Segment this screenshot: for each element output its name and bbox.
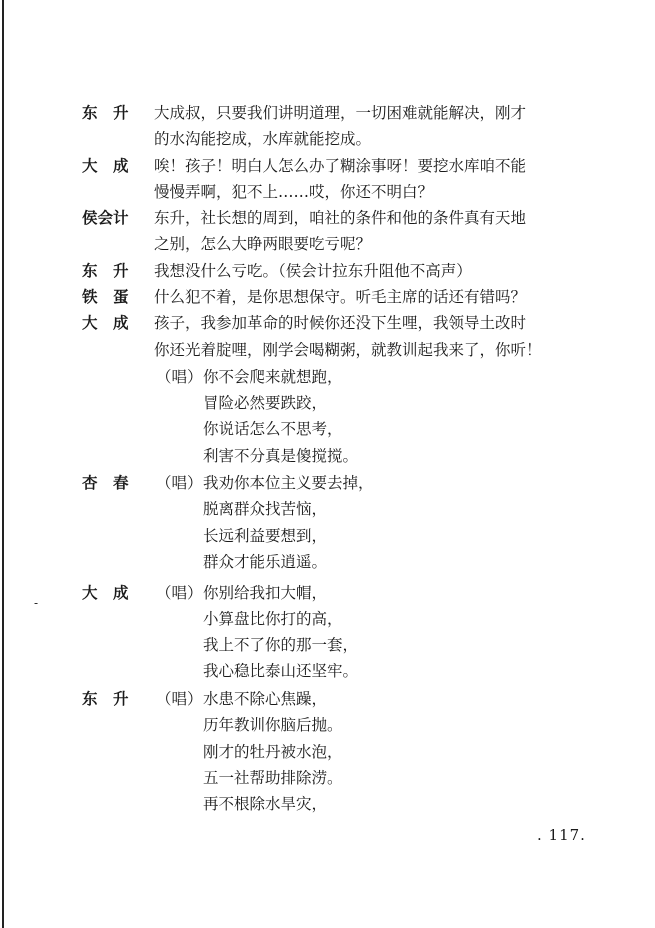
- speaker-label: 东 升: [82, 261, 129, 280]
- margin-dash: -: [34, 596, 39, 610]
- lyric-line: 历年教训你脑后抛。: [203, 716, 343, 734]
- lyric-line: 五一社帮助排除涝。: [203, 769, 343, 787]
- dialogue-line: 唉！孩子！明白人怎么办了糊涂事呀！要挖水库咱不能: [154, 157, 527, 175]
- speaker-label: 东 升: [82, 103, 129, 122]
- dialogue-line: 之别，怎么大睁两眼要吃亏呢？: [154, 235, 372, 253]
- lyric-line: 小算盘比你打的高，: [203, 610, 343, 628]
- lyric-line: 你不会爬来就想跑，: [203, 368, 343, 386]
- lyric-line: 你说话怎么不思考，: [203, 420, 343, 438]
- speaker-label: 大 成: [82, 313, 129, 332]
- lyric-line: 水患不除心焦躁，: [203, 690, 328, 708]
- page-number: . 117.: [537, 826, 586, 844]
- lyric-line: 冒险必然要跌跤，: [203, 394, 328, 412]
- dialogue-line: 你还光着腚哩，刚学会喝糊粥，就教训起我来了，你听！: [154, 341, 542, 359]
- dialogue-line: 的水沟能挖成，水库就能挖成。: [154, 130, 372, 148]
- sing-tag: （唱）: [156, 474, 203, 492]
- lyric-line: 刚才的牡丹被水泡，: [203, 743, 343, 761]
- speaker-label: 大 成: [82, 583, 129, 602]
- dialogue-line: 什么犯不着，是你思想保守。听毛主席的话还有错吗？: [154, 288, 527, 306]
- dialogue-line: 慢慢弄啊，犯不上……哎，你还不明白？: [154, 183, 434, 201]
- dialogue-line: 孩子，我参加革命的时候你还没下生哩，我领导土改时: [154, 314, 527, 332]
- lyric-line: 脱离群众找苦恼，: [203, 500, 328, 518]
- lyric-line: 利害不分真是傻搅搅。: [203, 447, 359, 465]
- speaker-label: 铁 蛋: [82, 287, 129, 306]
- lyric-line: 再不根除水旱灾，: [203, 795, 328, 813]
- speaker-label: 东 升: [82, 689, 129, 708]
- sing-tag: （唱）: [156, 690, 203, 708]
- lyric-line: 长远利益要想到，: [203, 527, 328, 545]
- speaker-label: 杏 春: [82, 473, 129, 492]
- lyric-line: 我劝你本位主义要去掉，: [203, 474, 374, 492]
- lyric-line: 我上不了你的那一套，: [203, 636, 359, 654]
- dialogue-line: 东升，社长想的周到，咱社的条件和他的条件真有天地: [154, 209, 527, 227]
- lyric-line: 群众才能乐逍遥。: [203, 553, 328, 571]
- speaker-label: 大 成: [82, 156, 129, 175]
- page-edge-rule: [2, 0, 4, 928]
- speaker-label: 侯会计: [82, 208, 129, 227]
- dialogue-line: 大成叔，只要我们讲明道理，一切困难就能解决，刚才: [154, 104, 527, 122]
- sing-tag: （唱）: [156, 368, 203, 386]
- lyric-line: 你别给我扣大帽，: [203, 584, 328, 602]
- dialogue-line: 我想没什么亏吃。（侯会计拉东升阻他不高声）: [154, 262, 472, 280]
- sing-tag: （唱）: [156, 584, 203, 602]
- lyric-line: 我心稳比泰山还坚牢。: [203, 662, 359, 680]
